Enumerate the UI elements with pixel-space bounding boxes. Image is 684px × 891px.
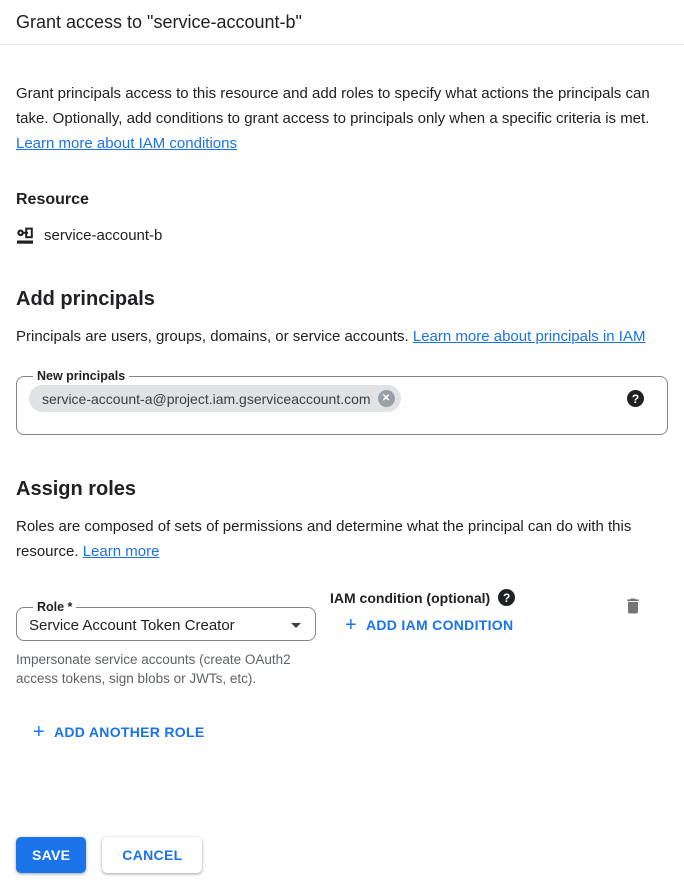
new-principals-label: New principals <box>37 369 126 383</box>
cancel-button[interactable]: CANCEL <box>102 837 202 873</box>
role-description: Impersonate service accounts (create OAuth2 access tokens, sign blobs or JWTs, etc). <box>16 652 291 686</box>
new-principals-input[interactable] <box>29 385 655 412</box>
iam-condition-column <box>330 580 515 636</box>
dialog-body <box>0 81 684 743</box>
add-role-row <box>16 721 668 743</box>
new-principals-field[interactable] <box>16 369 668 435</box>
role-select-value: Service Account Token Creator <box>29 617 235 634</box>
dialog-footer <box>16 837 202 873</box>
plus-icon: + <box>33 721 45 743</box>
principal-chip <box>29 385 401 412</box>
delete-role-column <box>623 580 643 621</box>
iam-conditions-link[interactable]: Learn more about IAM conditions <box>16 135 237 152</box>
dialog-title: Grant access to "service-account-b" <box>16 12 302 32</box>
roles-learn-more-link[interactable]: Learn more <box>82 543 160 560</box>
dropdown-caret-icon <box>291 623 301 628</box>
principals-help-icon[interactable]: ? <box>627 390 644 407</box>
plus-icon: + <box>345 614 357 636</box>
add-principals-description <box>16 324 668 349</box>
assign-roles-heading: Assign roles <box>16 478 137 500</box>
add-principals-heading: Add principals <box>16 288 155 310</box>
add-iam-condition-label: ADD IAM CONDITION <box>365 617 514 633</box>
resource-name: service-account-b <box>44 227 163 244</box>
save-button[interactable]: SAVE <box>16 837 86 873</box>
principals-learn-more-link[interactable]: Learn more about principals in IAM <box>412 328 646 345</box>
intro-text: Grant principals access to this resource and add roles to specify what actions the principals can take. Optionally, add conditions to grant access to principals only when a specific criteria is met. <box>16 85 650 127</box>
trash-icon <box>623 596 643 616</box>
chip-remove-icon[interactable]: ✕ <box>378 390 395 407</box>
intro-description <box>16 81 668 156</box>
add-iam-condition-button[interactable] <box>345 614 514 636</box>
dialog-header <box>0 0 684 45</box>
iam-condition-label: IAM condition (optional) <box>330 589 491 606</box>
add-another-role-button[interactable] <box>33 721 205 743</box>
resource-row <box>16 226 668 245</box>
role-select[interactable] <box>16 600 316 641</box>
assign-roles-description <box>16 514 668 564</box>
role-select-label: Role * <box>37 600 73 614</box>
add-principals-text: Principals are users, groups, domains, or service accounts. <box>16 328 409 345</box>
service-account-icon <box>16 226 35 245</box>
delete-role-button[interactable] <box>623 596 643 616</box>
role-column <box>16 580 316 688</box>
add-another-role-label: ADD ANOTHER ROLE <box>53 724 205 740</box>
role-row <box>16 580 668 688</box>
principal-chip-label: service-account-a@project.iam.gserviceaccount.com <box>42 390 371 407</box>
iam-condition-help-icon[interactable]: ? <box>498 589 515 606</box>
resource-heading: Resource <box>16 191 89 208</box>
assign-roles-text: Roles are composed of sets of permissions and determine what the principal can do with this resource. <box>16 518 632 560</box>
